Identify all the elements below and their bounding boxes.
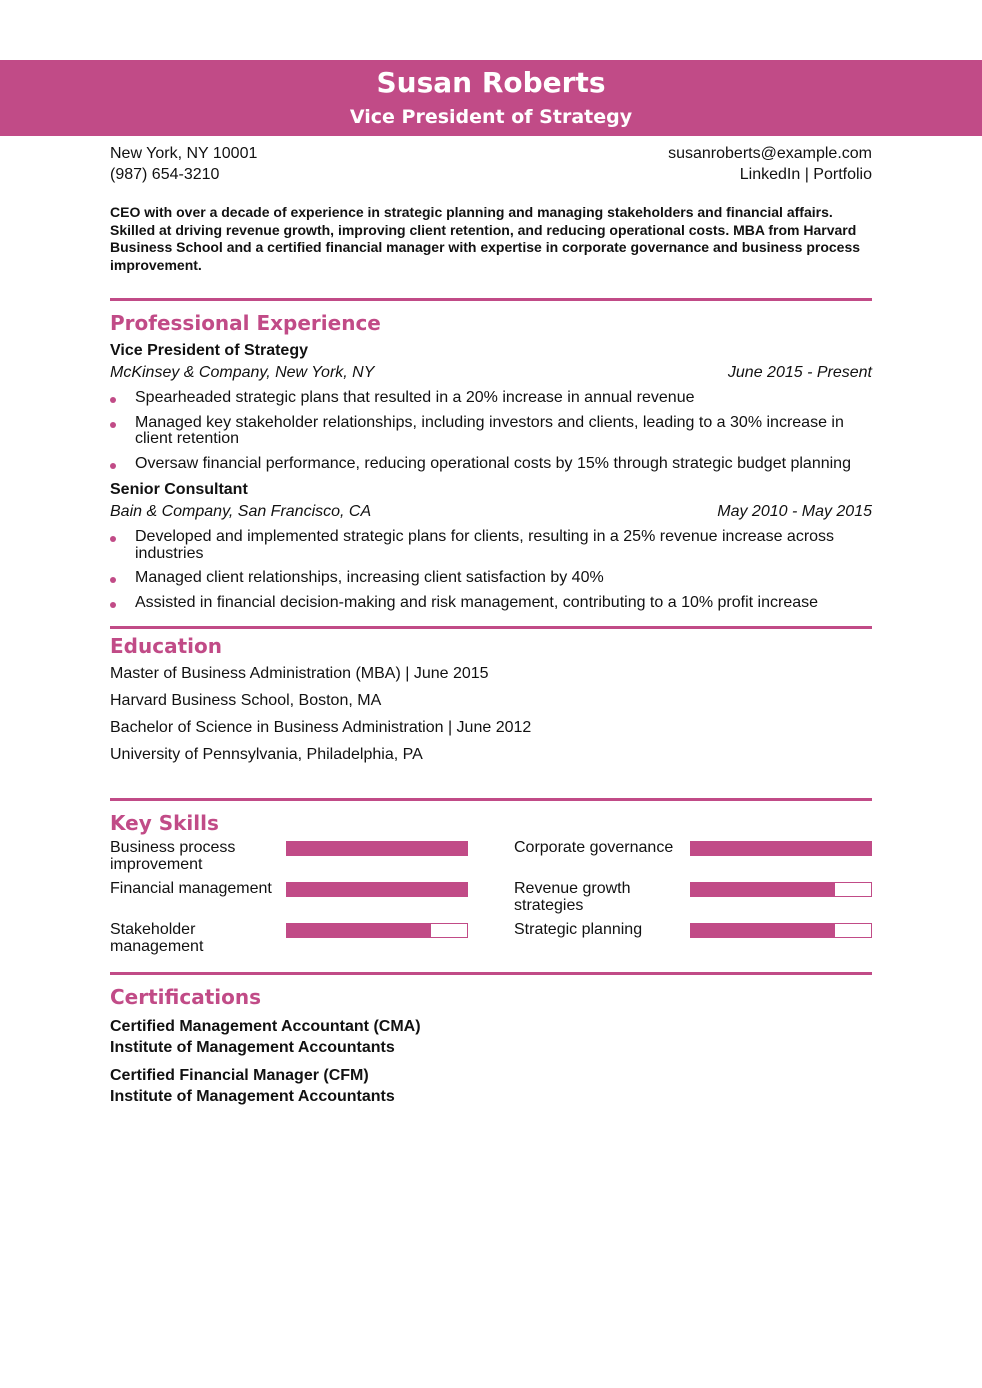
job-company: Bain & Company, San Francisco, CA [110,503,372,520]
skill-level-bar [286,882,468,897]
candidate-name: Susan Roberts [376,66,606,99]
education-line: University of Pennsylvania, Philadelphia, PA [110,746,423,763]
skill-level-bar [286,841,468,856]
certification-name: Certified Management Accountant (CMA) [110,1018,421,1035]
contact-links[interactable]: LinkedIn | Portfolio [739,166,872,183]
job-title: Vice President of Strategy [110,342,308,359]
education-section [110,626,872,765]
skill-level-bar [690,841,872,856]
skill-level-bar [690,882,872,897]
education-line: Master of Business Administration (MBA) | June 2015 [110,665,489,682]
contact-info [110,143,872,185]
skill-item [514,922,872,963]
bullet-item: Managed key stakeholder relationships, including investors and clients, leading to a 30% increase in client retention [110,415,872,448]
bullet-item: Developed and implemented strategic plans for clients, resulting in a 25% revenue increase across industries [110,529,872,562]
skill-label: Corporate governance [514,839,674,856]
resume-body [110,143,872,1107]
job-entry [110,341,872,472]
job-bullets [110,390,872,472]
section-heading-certifications: Certifications [110,985,261,1009]
job-dates: June 2015 - Present [727,364,872,381]
job-entry [110,480,872,611]
job-title: Senior Consultant [110,481,248,498]
professional-summary: CEO with over a decade of experience in strategic planning and managing stakeholders and financial affairs. Skilled at driving revenue growth, improving client retention, and reducing operational costs. MBA from Harvard Business School and a certified financial manager with expertise in corporate governance and business process improvement. [110,204,861,273]
skill-item [514,881,872,922]
skill-level-fill [287,883,467,896]
skill-item [110,922,468,963]
certification-issuer: Institute of Management Accountants [110,1088,395,1105]
skill-level-fill [287,842,467,855]
skill-level-fill [691,842,871,855]
certification-issuer: Institute of Management Accountants [110,1039,395,1056]
contact-phone: (987) 654-3210 [110,166,220,183]
certifications-section [110,972,872,1107]
education-line: Bachelor of Science in Business Administration | June 2012 [110,719,532,736]
bullet-item: Oversaw financial performance, reducing operational costs by 15% through strategic budget planning [110,456,872,473]
job-company: McKinsey & Company, New York, NY [110,364,375,381]
skill-label: Business process improvement [110,839,236,873]
education-line: Harvard Business School, Boston, MA [110,692,382,709]
job-bullets [110,529,872,611]
certification-name: Certified Financial Manager (CFM) [110,1067,369,1084]
skill-level-fill [691,924,835,937]
skill-item [514,840,872,881]
skill-level-bar [690,923,872,938]
skill-level-bar [286,923,468,938]
skill-level-fill [287,924,431,937]
skills-section [110,798,872,963]
skill-item [110,840,468,881]
section-heading-education: Education [110,634,222,658]
section-heading-skills: Key Skills [110,811,219,835]
bullet-item: Spearheaded strategic plans that resulted in a 20% increase in annual revenue [110,390,872,407]
job-dates: May 2010 - May 2015 [717,503,872,520]
bullet-item: Assisted in financial decision-making and risk management, contributing to a 10% profit increase [110,595,872,612]
section-heading-experience: Professional Experience [110,311,381,335]
skill-label: Stakeholder management [110,921,204,955]
candidate-title: Vice President of Strategy [349,106,633,128]
skill-level-fill [691,883,835,896]
header-banner [0,60,982,136]
skill-item [110,881,468,922]
skill-label: Strategic planning [514,921,643,938]
skills-grid [110,840,872,963]
bullet-item: Managed client relationships, increasing client satisfaction by 40% [110,570,872,587]
skill-label: Revenue growth strategies [514,880,631,914]
contact-location: New York, NY 10001 [110,145,258,162]
skill-label: Financial management [110,880,272,897]
contact-email[interactable]: susanroberts@example.com [668,145,872,162]
experience-section [110,298,872,611]
